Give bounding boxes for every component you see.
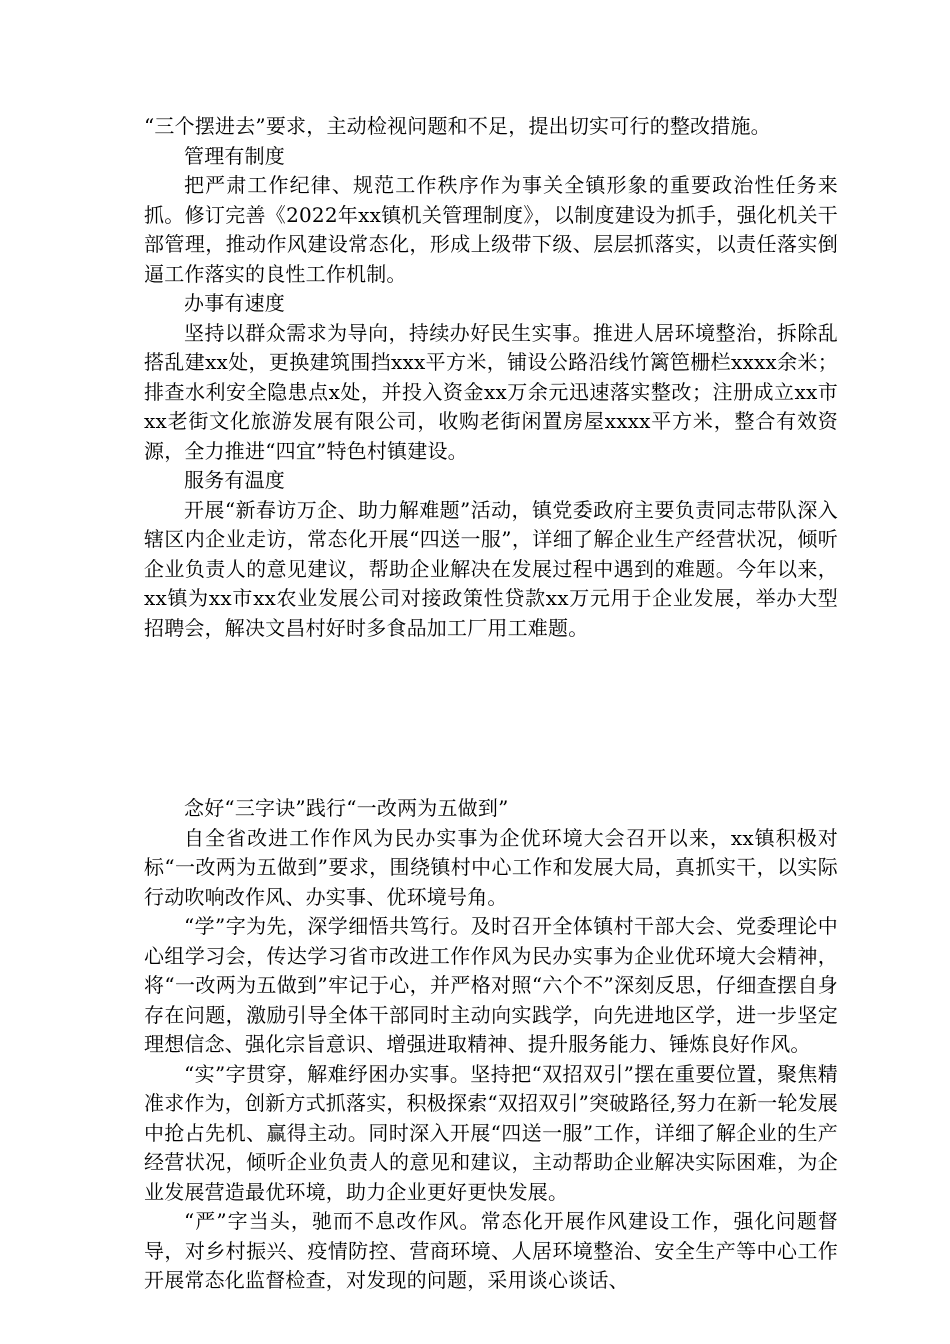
section-gap [144, 643, 838, 794]
heading-service-warmth: 服务有温度 [184, 468, 285, 492]
paragraph-management-system: 把严肃工作纪律、规范工作秩序作为事关全镇形象的重要政治性任务来抓。修订完善《2022年xx镇机关管理制度》，以制度建设为抓手，强化机关干部管理，推动作风建设常态化，形成上级带下级、层层抓落实，以责任落实倒逼工作落实的良性工作机制。 [144, 173, 838, 286]
heading-management-system: 管理有制度 [184, 143, 285, 168]
paragraph-xue: “学”字为先，深学细悟共笃行。及时召开全体镇村干部大会、党委理论中心组学习会，传达学习省市改进工作作风为民办实事为企业优环境大会精神，将“一改两为五做到”牢记于心，并严格对照“六个不”深刻反思，仔细查摆自身存在问题，激励引导全体干部同时主动向实践学，向先进地区学，进一步坚定理想信念、强化宗旨意识、增强进取精神、提升服务能力、锤炼良好作风。 [144, 914, 838, 1056]
paragraph-service-warmth: 开展“新春访万企、助力解难题”活动，镇党委政府主要负责同志带队深入辖区内企业走访，常态化开展“四送一服”，详细了解企业生产经营状况，倾听企业负责人的意见建议，帮助企业解决在发展过程中遇到的难题。今年以来，xx镇为xx市xx农业发展公司对接政策性贷款xx万元用于企业发展，举办大型招聘会，解决文昌村好时多食品加工厂用工难题。 [144, 497, 838, 640]
paragraph-work-speed: 坚持以群众需求为导向，持续办好民生实事。推进人居环境整治，拆除乱搭乱建xx处，更换建筑围挡xxx平方米，铺设公路沿线竹篱笆栅栏xxxx余米；排查水利安全隐患点x处，并投入资金xx万余元迅速落实整改；注册成立xx市xx老街文化旅游发展有限公司，收购老街闲置房屋xxxx平方米，整合有效资源，全力推进“四宜”特色村镇建设。 [144, 320, 838, 463]
paragraph-intro: 自全省改进工作作风为民办实事为企优环境大会召开以来，xx镇积极对标“一改两为五做到”要求，围绕镇村中心工作和发展大局，真抓实干，以实际行动吹响改作风、办实事、优环境号角。 [144, 825, 838, 909]
paragraph-shi: “实”字贯穿，解难纾困办实事。坚持把“双招双引”摆在重要位置，聚焦精准求作为，创新方式抓落实，积极探索“双招双引”突破路径,努力在新一轮发展中抢占先机、赢得主动。同时深入开展“四送一服”工作，详细了解企业的生产经营状况，倾听企业负责人的意见和建议，主动帮助企业解决实际困难，为企业发展营造最优环境，助力企业更好更快发展。 [144, 1061, 839, 1204]
article-title: 念好“三字诀”践行“一改两为五做到” [184, 796, 509, 820]
document-page [144, 112, 838, 1296]
heading-work-speed: 办事有速度 [184, 291, 285, 315]
paragraph-yan: “严”字当头，驰而不息改作风。常态化开展作风建设工作，强化问题督导，对乡村振兴、疫情防控、营商环境、人居环境整治、安全生产等中心工作开展常态化监督检查，对发现的问题，采用谈心谈话、 [144, 1209, 838, 1292]
continuation-paragraph: “三个摆进去”要求，主动检视问题和不足，提出切实可行的整改措施。 [144, 114, 771, 138]
